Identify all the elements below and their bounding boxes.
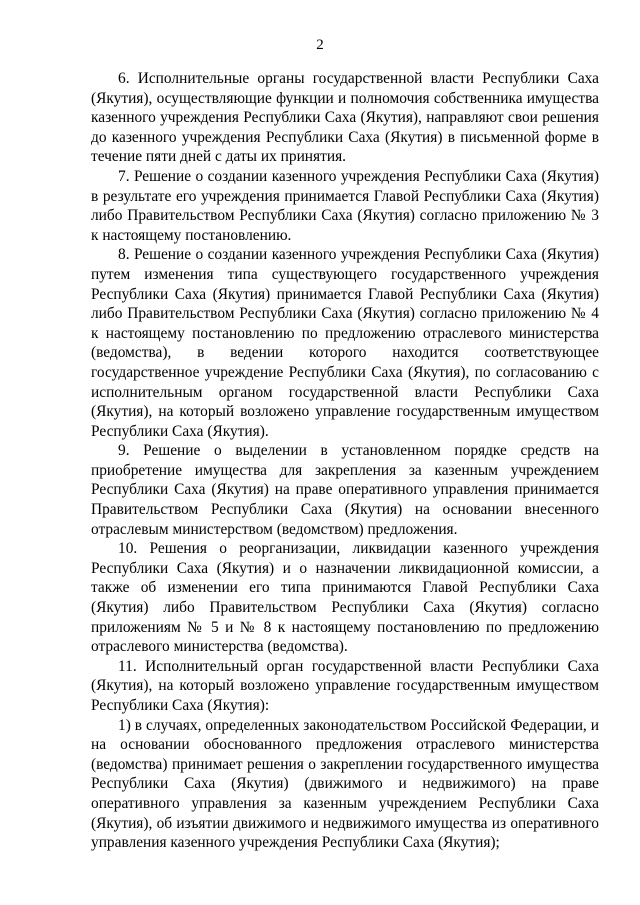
paragraph-11: 11. Исполнительный орган государственной власти Республики Саха (Якутия), на который возложено управление государственным имуществом Республики Саха (Якутия): [91, 657, 599, 714]
paragraph-10: 10. Решения о реорганизации, ликвидации казенного учреждения Республики Саха (Якутия) и о назначении ликвидационной комиссии, а также об изменении его типа принимаются Главой Республики Саха (Якутия) либо Правительством Республики Саха (Якутия) согласно приложениям № 5 и № 8 к настоящему постановлению по предложению отраслевого министерства (ведомства). [91, 540, 599, 656]
paragraph-6: 6. Исполнительные органы государственной власти Республики Саха (Якутия), осуществляющие функции и полномочия собственника имущества казенного учреждения Республики Саха (Якутия), направляют свои решения до казенного учреждения Республики Саха (Якутия) в письменной форме в течение пяти дней с даты их принятия. [91, 70, 599, 166]
page-number: 2 [316, 37, 324, 53]
paragraph-7: 7. Решение о создании казенного учреждения Республики Саха (Якутия) в результате его учреждения принимается Главой Республики Саха (Якутия) либо Правительством Республики Саха (Якутия) согласно приложению № 3 к настоящему постановлению. [91, 167, 599, 244]
paragraph-9: 9. Решение о выделении в установленном порядке средств на приобретение имущества для закрепления за казенным учреждением Республики Саха (Якутия) на праве оперативного управления принимается Правительством Республики Саха (Якутия) на основании внесенного отраслевым министерством (ведомством) предложения. [91, 442, 599, 538]
paragraph-11-item-1: 1) в случаях, определенных законодательством Российской Федерации, и на основании обоснованного предложения отраслевого министерства (ведомства) принимает решения о закреплении государственного имущества Республики Саха (Якутия) (движимого и недвижимого) на праве оперативного управления за казенным учреждением Республики Саха (Якутия), об изъятии движимого и недвижимого имущества из оперативного управления казенного учреждения Республики Саха (Якутия); [91, 716, 599, 852]
document-body [91, 69, 599, 853]
paragraph-8: 8. Решение о создании казенного учреждения Республики Саха (Якутия) путем изменения типа существующего государственного учреждения Республики Саха (Якутия) принимается Главой Республики Саха (Якутия) либо Правительством Республики Саха (Якутия) согласно приложению № 4 к настоящему постановлению по предложению отраслевого министерства (ведомства), в ведении которого находится соответствующее государственное учреждение Республики Саха (Якутия), по согласованию с исполнительным органом государственной власти Республики Саха (Якутия), на который возложено управление государственным имуществом Республики Саха (Якутия). [91, 246, 599, 440]
